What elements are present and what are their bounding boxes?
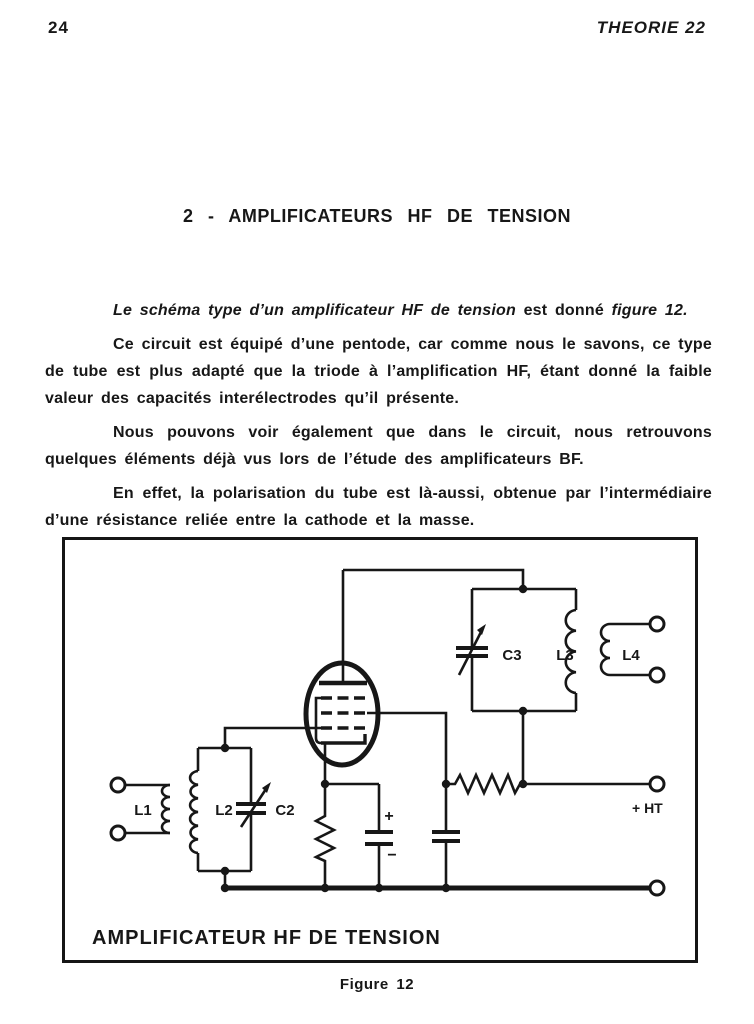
paragraph-1-italic-tail: figure 12.: [611, 302, 688, 319]
l1-label: L1: [134, 802, 152, 819]
paragraph-4: En effet, la polarisation du tube est là-aussi, obtenue par l’intermédiaire d’une résistance reliée entre la cathode et la masse.: [45, 485, 712, 529]
cathode-electrode: [321, 734, 365, 743]
output-terminals: [650, 617, 664, 682]
paragraph-1-regular: est donné: [515, 302, 612, 319]
figure-12-frame: [62, 537, 698, 963]
cathode-bypass-capacitor: [325, 784, 393, 888]
anode-top-wire: [343, 570, 523, 589]
l2-label: L2: [215, 802, 233, 819]
electrolytic-minus-sign: −: [387, 847, 397, 864]
ht-label: + HT: [632, 800, 663, 816]
screen-decoupling-capacitor: [432, 784, 460, 888]
paragraph-1: [45, 297, 712, 324]
c2-label: C2: [275, 802, 295, 819]
figure-number-label: Figure 12: [339, 976, 415, 993]
paragraph-1-italic-lead: Le schéma type d’un amplificateur HF de tension: [113, 302, 516, 319]
figure-caption: AMPLIFICATEUR HF DE TENSION: [92, 927, 441, 949]
body-text: [45, 297, 712, 541]
l3-label: L3: [556, 647, 574, 664]
suppressor-cathode-tie: [316, 698, 321, 743]
paragraph-3: Nous pouvons voir également que dans le circuit, nous retrouvons quelques éléments déjà vus lors de l’étude des amplificateurs BF.: [45, 424, 712, 468]
l4-label: L4: [622, 647, 640, 664]
ground-terminal: [650, 881, 664, 895]
screen-dropping-resistor: [446, 775, 523, 793]
pentode-tube: [306, 570, 378, 784]
c3-l3-tank-circuit: [456, 589, 576, 784]
page-number: 24: [48, 18, 69, 37]
c3-label: C3: [502, 647, 522, 664]
paragraph-2: Ce circuit est équipé d’une pentode, car comme nous le savons, ce type de tube est plus adapté que la triode à l’amplification HF, étant donné la faible valeur des capacités interélectrodes qu’il présente.: [45, 336, 712, 407]
section-title: 2 - AMPLIFICATEURS HF DE TENSION: [182, 206, 571, 226]
ht-terminal: [650, 777, 664, 791]
l1-coil: [162, 785, 170, 833]
journal-header: THEORIE 22: [596, 18, 706, 37]
electrolytic-plus-sign: +: [384, 808, 394, 825]
cathode-resistor: [316, 784, 334, 888]
circuit-diagram: [65, 540, 695, 960]
